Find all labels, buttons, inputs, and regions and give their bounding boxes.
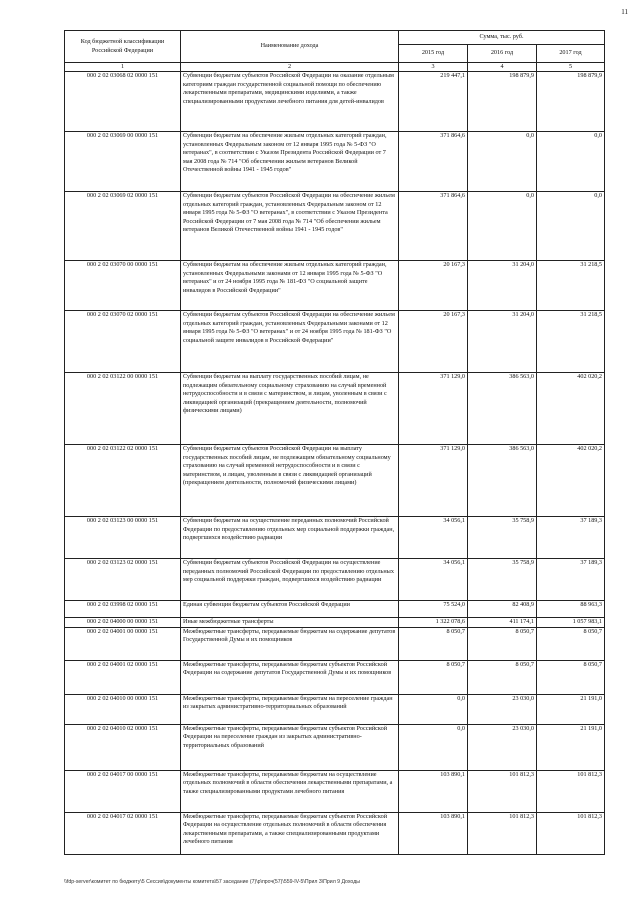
amount-2015-cell: 34 056,1 — [399, 559, 468, 601]
amount-2017-cell: 37 189,3 — [537, 559, 605, 601]
amount-2017-cell: 0,0 — [537, 192, 605, 261]
amount-2017-cell: 31 218,5 — [537, 261, 605, 311]
amount-2015-cell: 371 864,6 — [399, 192, 468, 261]
table-row — [65, 627, 605, 660]
amount-2016-cell: 23 030,0 — [468, 694, 537, 724]
amount-2015-cell: 219 447,1 — [399, 72, 468, 132]
amount-2016-cell: 8 050,7 — [468, 627, 537, 660]
budget-code-cell: 000 2 02 04017 00 0000 151 — [65, 770, 181, 812]
budget-code-cell: 000 2 02 04010 00 0000 151 — [65, 694, 181, 724]
budget-code-cell: 000 2 02 03069 02 0000 151 — [65, 192, 181, 261]
revenue-name-cell: Субвенции бюджетам субъектов Российской Федерации на выплату государственных пособий лицам, не подлежащим обязательному социальному страхованию на случай временной нетрудоспособности и в связи с материнством, и лицам, уволенным в связи с ликвидацией организаций (прекращением деятельности, полномочий физическими лицами) — [181, 445, 399, 517]
amount-2015-cell: 20 167,3 — [399, 311, 468, 373]
amount-2015-cell: 8 050,7 — [399, 627, 468, 660]
amount-2015-cell: 371 129,0 — [399, 445, 468, 517]
table-row — [65, 618, 605, 627]
header-code: Код бюджетной классификации Российской Федерации — [65, 31, 181, 63]
revenue-name-cell: Субвенции бюджетам субъектов Российской Федерации на оказание отдельным категориям граждан государственной социальной помощи по обеспечению лекарственными препаратами, медицинскими изделиями, а также специализированными продуктами лечебного питания для детей-инвалидов — [181, 72, 399, 132]
budget-code-cell: 000 2 02 04010 02 0000 151 — [65, 724, 181, 770]
header-year-2016: 2016 год — [468, 45, 537, 63]
budget-code-cell: 000 2 02 03122 02 0000 151 — [65, 445, 181, 517]
table-row — [65, 192, 605, 261]
col-number: 4 — [468, 63, 537, 72]
page-number: 11 — [621, 8, 628, 16]
table-row — [65, 517, 605, 559]
table-row — [65, 694, 605, 724]
col-number: 1 — [65, 63, 181, 72]
table-row — [65, 445, 605, 517]
revenue-name-cell: Субвенции бюджетам субъектов Российской Федерации на обеспечение жильем отдельных категорий граждан, установленных Федеральным законом от 12 января 1995 года № 5-ФЗ "О ветеранах", в соответствии с Указом Президента Российской Федерации от 7 мая 2008 года № 714 "Об обеспечении жильем ветеранов Великой Отечественной войны 1941 - 1945 годов" — [181, 192, 399, 261]
revenue-name-cell: Межбюджетные трансферты, передаваемые бюджетам на осуществление отдельных полномочий в области обеспечения лекарственными препаратами, а также специализированными продуктами лечебного питания — [181, 770, 399, 812]
revenue-name-cell: Иные межбюджетные трансферты — [181, 618, 399, 627]
table-row — [65, 311, 605, 373]
budget-code-cell: 000 2 02 04017 02 0000 151 — [65, 812, 181, 854]
amount-2016-cell: 101 812,3 — [468, 770, 537, 812]
amount-2017-cell: 8 050,7 — [537, 627, 605, 660]
budget-code-cell: 000 2 02 03123 02 0000 151 — [65, 559, 181, 601]
table-row — [65, 812, 605, 854]
amount-2015-cell: 0,0 — [399, 694, 468, 724]
revenue-name-cell: Субвенции бюджетам субъектов Российской Федерации на обеспечение жильем отдельных категорий граждан, установленных Федеральными законами от 12 января 1995 года № 5-ФЗ "О ветеранах" и от 24 ноября 1995 года № 181-ФЗ "О социальной защите инвалидов в Российской Федерации" — [181, 311, 399, 373]
amount-2017-cell: 402 020,2 — [537, 445, 605, 517]
amount-2016-cell: 198 879,9 — [468, 72, 537, 132]
amount-2016-cell: 31 204,0 — [468, 311, 537, 373]
amount-2015-cell: 34 056,1 — [399, 517, 468, 559]
amount-2016-cell: 31 204,0 — [468, 261, 537, 311]
amount-2015-cell: 103 890,1 — [399, 770, 468, 812]
amount-2017-cell: 101 812,3 — [537, 770, 605, 812]
amount-2016-cell: 82 408,9 — [468, 601, 537, 618]
amount-2016-cell: 411 174,1 — [468, 618, 537, 627]
table-row — [65, 770, 605, 812]
budget-code-cell: 000 2 02 03998 02 0000 151 — [65, 601, 181, 618]
budget-code-cell: 000 2 02 04000 00 0000 151 — [65, 618, 181, 627]
header-amount: Сумма, тыс. руб. — [399, 31, 605, 45]
revenue-name-cell: Межбюджетные трансферты, передаваемые бюджетам субъектов Российской Федерации на переселение граждан из закрытых административно-территориальных образований — [181, 724, 399, 770]
amount-2016-cell: 386 563,0 — [468, 373, 537, 445]
table-row — [65, 601, 605, 618]
table-row — [65, 373, 605, 445]
budget-code-cell: 000 2 02 03122 00 0000 151 — [65, 373, 181, 445]
amount-2017-cell: 101 812,3 — [537, 812, 605, 854]
amount-2015-cell: 75 524,0 — [399, 601, 468, 618]
budget-code-cell: 000 2 02 03070 00 0000 151 — [65, 261, 181, 311]
budget-code-cell: 000 2 02 03068 02 0000 151 — [65, 72, 181, 132]
budget-code-cell: 000 2 02 03123 00 0000 151 — [65, 517, 181, 559]
col-number: 3 — [399, 63, 468, 72]
revenue-name-cell: Субвенции бюджетам на осуществление переданных полномочий Российской Федерации по предоставлению отдельных мер социальной поддержки граждан, подвергшихся воздействию радиации — [181, 517, 399, 559]
amount-2017-cell: 8 050,7 — [537, 660, 605, 694]
amount-2017-cell: 21 191,0 — [537, 724, 605, 770]
revenue-name-cell: Субвенции бюджетам субъектов Российской Федерации на осуществление переданных полномочий Российской Федерации по предоставлению отдельных мер социальной поддержки граждан, подвергшихся воздействию радиации — [181, 559, 399, 601]
revenue-name-cell: Межбюджетные трансферты, передаваемые бюджетам на содержание депутатов Государственной Думы и их помощников — [181, 627, 399, 660]
amount-2016-cell: 35 758,9 — [468, 559, 537, 601]
revenue-name-cell: Субвенции бюджетам на выплату государственных пособий лицам, не подлежащим обязательному социальному страхованию на случай временной нетрудоспособности и в связи с материнством, и лицам, уволенным в связи с ликвидацией организаций (прекращением деятельности, полномочий физическими лицами) — [181, 373, 399, 445]
revenue-name-cell: Субвенции бюджетам на обеспечение жильем отдельных категорий граждан, установленных Федеральным законом от 12 января 1995 года № 5-ФЗ "О ветеранах", в соответствии с Указом Президента Российской Федерации от 7 мая 2008 года № 714 "Об обеспечении жильем ветеранов Великой Отечественной войны 1941 - 1945 годов" — [181, 132, 399, 192]
amount-2015-cell: 20 167,3 — [399, 261, 468, 311]
table-row — [65, 72, 605, 132]
table-row — [65, 559, 605, 601]
amount-2016-cell: 23 030,0 — [468, 724, 537, 770]
amount-2017-cell: 21 191,0 — [537, 694, 605, 724]
amount-2017-cell: 88 963,3 — [537, 601, 605, 618]
amount-2016-cell: 8 050,7 — [468, 660, 537, 694]
header-year-2015: 2015 год — [399, 45, 468, 63]
amount-2015-cell: 0,0 — [399, 724, 468, 770]
revenue-name-cell: Межбюджетные трансферты, передаваемые бюджетам субъектов Российской Федерации на осуществление отдельных полномочий в области обеспечения лекарственными препаратами, а также специализированными продуктами лечебного питания — [181, 812, 399, 854]
amount-2017-cell: 198 879,9 — [537, 72, 605, 132]
amount-2017-cell: 402 020,2 — [537, 373, 605, 445]
amount-2016-cell: 35 758,9 — [468, 517, 537, 559]
table-body — [65, 72, 605, 854]
table-row — [65, 132, 605, 192]
budget-code-cell: 000 2 02 04001 02 0000 151 — [65, 660, 181, 694]
amount-2015-cell: 1 322 078,6 — [399, 618, 468, 627]
revenue-name-cell: Межбюджетные трансферты, передаваемые бюджетам на переселение граждан из закрытых административно-территориальных образований — [181, 694, 399, 724]
col-number: 2 — [181, 63, 399, 72]
amount-2016-cell: 386 563,0 — [468, 445, 537, 517]
amount-2017-cell: 31 218,5 — [537, 311, 605, 373]
budget-code-cell: 000 2 02 03070 02 0000 151 — [65, 311, 181, 373]
revenue-name-cell: Субвенции бюджетам на обеспечение жильем отдельных категорий граждан, установленных Федеральными законами от 12 января 1995 года № 5-ФЗ "О ветеранах" и от 24 ноября 1995 года № 181-ФЗ "О социальной защите инвалидов в Российской Федерации" — [181, 261, 399, 311]
amount-2016-cell: 0,0 — [468, 192, 537, 261]
table-row — [65, 660, 605, 694]
amount-2015-cell: 103 890,1 — [399, 812, 468, 854]
budget-code-cell: 000 2 02 03069 00 0000 151 — [65, 132, 181, 192]
col-number: 5 — [537, 63, 605, 72]
file-path-footer: \\fdp-server\комитет по бюджету\5 Сессия\документы комитета\57 заседание (7)\р\проч(57)\559-IV-5\Прил 3\Прил 9 Доходы — [64, 879, 360, 885]
header-year-2017: 2017 год — [537, 45, 605, 63]
amount-2016-cell: 101 812,3 — [468, 812, 537, 854]
revenue-name-cell: Единая субвенция бюджетам субъектов Российской Федерации — [181, 601, 399, 618]
amount-2017-cell: 37 189,3 — [537, 517, 605, 559]
amount-2017-cell: 1 057 983,1 — [537, 618, 605, 627]
table-row — [65, 724, 605, 770]
amount-2015-cell: 371 129,0 — [399, 373, 468, 445]
revenue-name-cell: Межбюджетные трансферты, передаваемые бюджетам субъектов Российской Федерации на содержание депутатов Государственной Думы и их помощников — [181, 660, 399, 694]
revenue-table — [64, 30, 605, 855]
amount-2015-cell: 8 050,7 — [399, 660, 468, 694]
header-name: Наименование дохода — [181, 31, 399, 63]
amount-2017-cell: 0,0 — [537, 132, 605, 192]
budget-code-cell: 000 2 02 04001 00 0000 151 — [65, 627, 181, 660]
table-row — [65, 261, 605, 311]
amount-2015-cell: 371 864,6 — [399, 132, 468, 192]
amount-2016-cell: 0,0 — [468, 132, 537, 192]
